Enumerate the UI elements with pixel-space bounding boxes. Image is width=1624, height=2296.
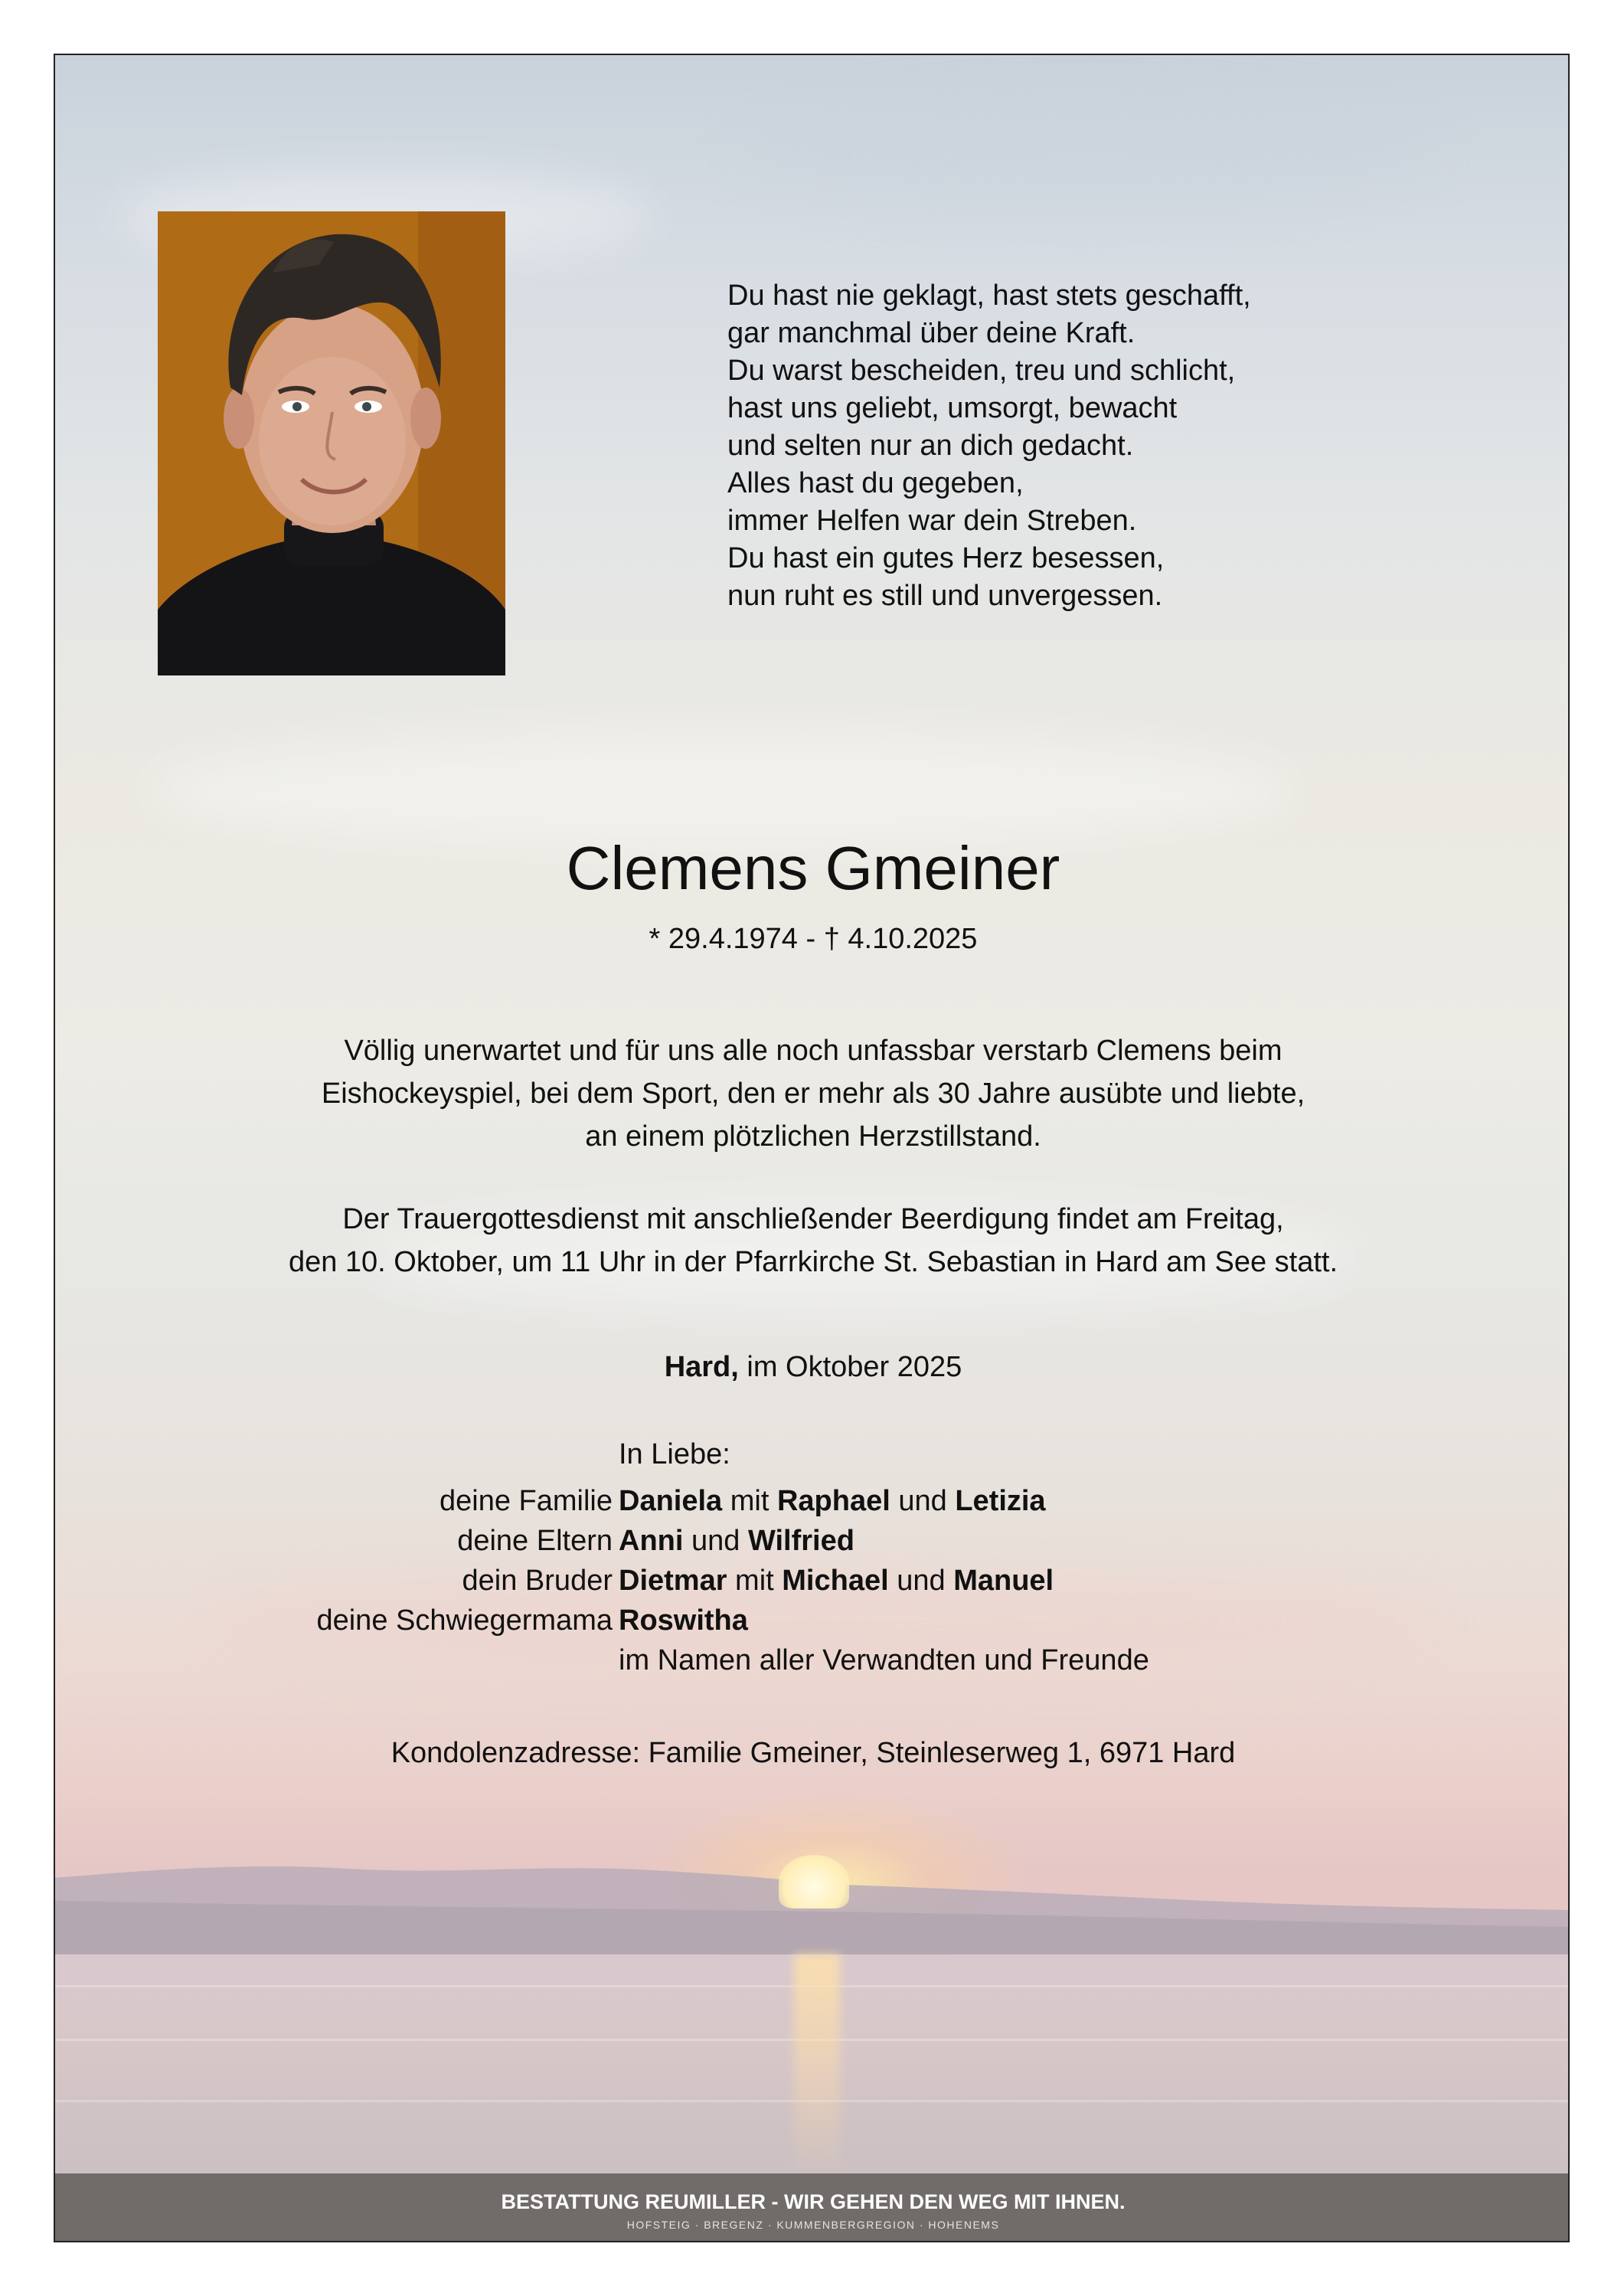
date: im Oktober 2025 [747,1351,962,1383]
memorial-poem [727,277,1251,615]
place-and-date [55,1351,1570,1384]
poem-line: hast uns geliebt, umsorgt, bewacht [727,392,1178,424]
mourner-row [55,1521,1570,1561]
poem-line: Du warst bescheiden, treu und schlicht, [727,355,1236,387]
mourner-row [55,1561,1570,1601]
poem-line: immer Helfen war dein Streben. [727,505,1137,537]
life-dates: * 29.4.1974 - † 4.10.2025 [649,923,978,955]
obituary-card [54,54,1570,2242]
funeral-home-footer [55,2173,1570,2242]
deceased-name: Clemens Gmeiner [566,834,1060,902]
announcement-line: an einem plötzlichen Herzstillstand. [585,1120,1041,1153]
mourner-row [55,1601,1570,1640]
relation-label: deine Familie [439,1485,613,1517]
funeral-service-info [55,1198,1570,1284]
mourner-names: Anni und Wilfried [619,1525,854,1557]
mourner-names: Daniela mit Raphael und Letizia [619,1485,1046,1517]
announcement-line: Eishockeyspiel, bei dem Sport, den er mehr als 30 Jahre ausübte und liebte, [321,1078,1305,1110]
relation-label: deine Eltern [457,1525,613,1557]
death-announcement [55,1029,1570,1158]
setting-sun [779,1855,849,1908]
mourners-list [55,1481,1570,1680]
relation-label: deine Schwiegermama [316,1604,613,1637]
mourners-intro: In Liebe: [619,1438,730,1470]
place: Hard, [664,1351,739,1383]
footer-locations: HOFSTEIG · BREGENZ · KUMMENBERGREGION · HOHENEMS [626,2219,1000,2231]
service-line: den 10. Oktober, um 11 Uhr in der Pfarrkirche St. Sebastian in Hard am See statt. [288,1246,1338,1278]
mourner-names: Roswitha [619,1604,748,1637]
mourner-row [55,1640,1570,1680]
portrait-photo [158,211,505,675]
announcement-line: Völlig unerwartet und für uns alle noch unfassbar verstarb Clemens beim [344,1035,1283,1067]
sun-reflection [794,1954,840,2184]
mourner-names: Dietmar mit Michael und Manuel [619,1565,1054,1597]
cloud-decoration [744,101,1433,208]
portrait-illustration [158,211,505,675]
poem-line: Du hast nie geklagt, hast stets geschafft, [727,280,1251,312]
footer-slogan: BESTATTUNG REUMILLER - WIR GEHEN DEN WEG MIT IHNEN. [501,2190,1126,2213]
mourner-row [55,1481,1570,1521]
poem-line: gar manchmal über deine Kraft. [727,317,1135,349]
poem-line: Alles hast du gegeben, [727,467,1024,499]
poem-line: nun ruht es still und unvergessen. [727,580,1163,612]
poem-line: und selten nur an dich gedacht. [727,430,1134,462]
poem-line: Du hast ein gutes Herz besessen, [727,542,1165,574]
service-line: Der Trauergottesdienst mit anschließender Beerdigung findet am Freitag, [342,1203,1284,1235]
condolence-address: Kondolenzadresse: Familie Gmeiner, Steinleserweg 1, 6971 Hard [390,1737,1236,1769]
mourners-closing: im Namen aller Verwandten und Freunde [619,1644,1149,1676]
relation-label: dein Bruder [462,1565,613,1597]
